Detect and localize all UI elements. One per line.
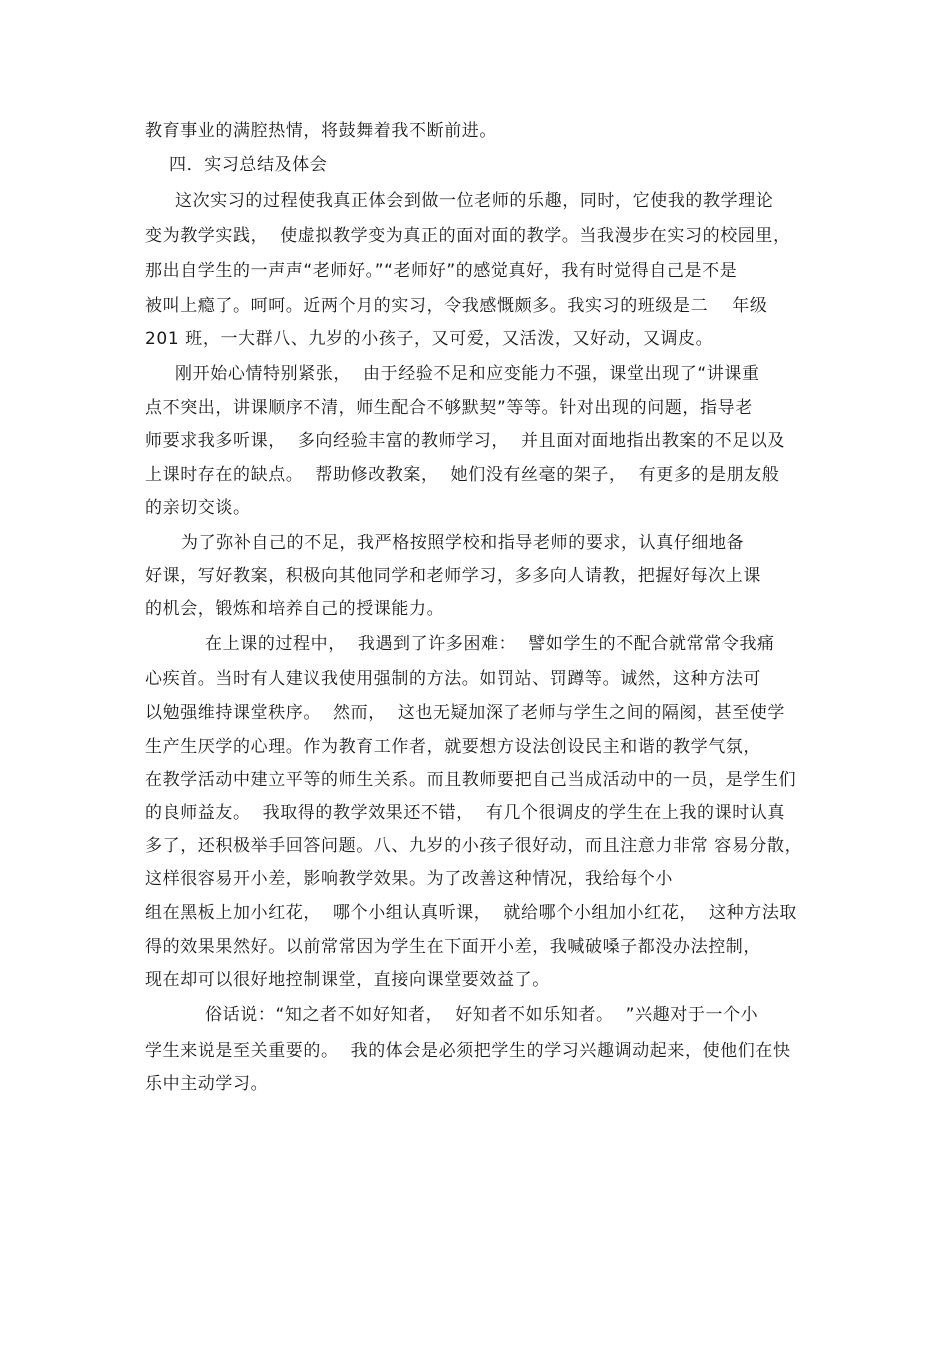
text-line: 生产生厌学的心理。作为教育工作者，就要想方设法创设民主和谐的教学气氛， [145,737,761,757]
text-line: 得的效果果然好。以前常常因为学生在下面开小差，我喊破嗓子都没办法控制， [145,937,761,957]
text-line: 的机会，锻炼和培养自己的授课能力。 [145,599,445,619]
text-line: 这样很容易开小差，影响教学效果。为了改善这种情况，我给每个小 [145,869,673,889]
text-line: 刚开始心情特别紧张， 由于经验不足和应变能力不强，课堂出现了“讲课重 [145,364,760,384]
section-heading: 四．实习总结及体会 [145,155,328,175]
text-line: 教育事业的满腔热情，将鼓舞着我不断前进。 [145,121,497,141]
text-line: 上课时存在的缺点。 帮助修改教案， 她们没有丝毫的架子， 有更多的是朋友般 [145,465,780,485]
text-line: 现在却可以很好地控制课堂，直接向课堂要效益了。 [145,970,550,990]
text-line: 这次实习的过程使我真正体会到做一位老师的乐趣，同时，它使我的教学理论 [145,191,774,211]
text-line: 学生来说是至关重要的。 我的体会是必须把学生的学习兴趣调动起来，使他们在快 [145,1041,791,1061]
text-line: 组在黑板上加小红花， 哪个小组认真听课， 就给哪个小组加小红花， 这种方法取 [145,903,798,923]
text-line: 的亲切交谈。 [145,498,251,518]
text-line: 俗话说：“知之者不如好知者， 好知者不如乐知者。 ”兴趣对于一个小 [145,1005,759,1025]
text-line: 的良师益友。 我取得的教学效果还不错， 有几个很调皮的学生在上我的课时认真 [145,803,786,823]
text-line: 多了，还积极举手回答问题。八、九岁的小孩子很好动，而且注意力非常 容易分散， [145,836,803,856]
text-line: 心疾首。当时有人建议我使用强制的方法。如罚站、罚蹲等。诚然，这种方法可 [145,669,761,689]
text-line: 变为教学实践， 使虚拟教学变为真正的面对面的教学。当我漫步在实习的校园里， [145,226,791,246]
text-line: 那出自学生的一声声“老师好。”“老师好”的感觉真好，我有时觉得自己是不是 [145,261,738,281]
text-line: 被叫上瘾了。呵呵。近两个月的实习，令我感慨颇多。我实习的班级是二 年级 [145,296,768,316]
text-line: 好课，写好教案，积极向其他同学和老师学习，多多向人请教，把握好每次上课 [145,566,761,586]
text-line: 师要求我多听课， 多向经验丰富的教师学习， 并且面对面地指出教案的不足以及 [145,431,786,451]
text-line: 为了弥补自己的不足，我严格按照学校和指导老师的要求，认真仔细地备 [145,533,745,553]
text-line: 点不突出，讲课顺序不清，师生配合不够默契”等等。针对出现的问题，指导老 [145,398,753,418]
text-line: 在教学活动中建立平等的师生关系。而且教师要把自己当成活动中的一员，是学生们 [145,770,797,790]
text-line: 在上课的过程中， 我遇到了许多困难： 譬如学生的不配合就常常令我痛 [145,634,775,654]
text-line: 201 班，一大群八、九岁的小孩子，又可爱，又活泼，又好动，又调皮。 [145,329,714,349]
text-line: 乐中主动学习。 [145,1074,269,1094]
text-line: 以勉强维持课堂秩序。 然而， 这也无疑加深了老师与学生之间的隔阂，甚至使学 [145,703,786,723]
